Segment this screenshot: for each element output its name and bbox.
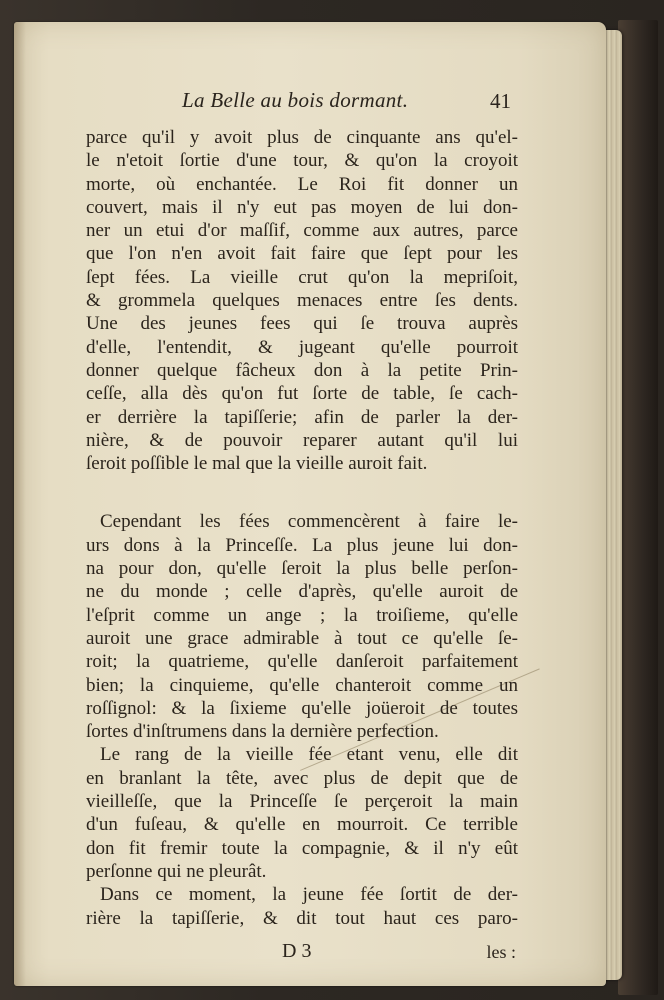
text-line: d'un fuſeau, & qu'elle en mourroit. Ce terrible <box>86 814 518 836</box>
body-text <box>86 126 518 930</box>
text-line: ner un etui d'or maſſif, comme aux autres, parce <box>86 220 518 242</box>
text-line: Une des jeunes fees qui ſe trouva auprès <box>86 313 518 335</box>
text-line: auroit une grace admirable à tout ce qu'elle ſe- <box>86 627 518 649</box>
text-line: vieilleſſe, que la Princeſſe ſe perçeroit la main <box>86 791 518 813</box>
text-line: Cependant les fées commencèrent à faire le- <box>100 511 518 533</box>
gutter-shadow <box>14 22 26 986</box>
text-line: morte, où enchantée. Le Roi fit donner un <box>86 173 518 195</box>
page-number: 41 <box>490 89 511 113</box>
text-line: d'elle, l'entendit, & jugeant qu'elle pourroit <box>86 336 518 358</box>
text-line: ne du monde ; celle d'après, qu'elle auroit de <box>86 581 518 603</box>
text-line: parce qu'il y avoit plus de cinquante ans qu'el- <box>86 127 518 148</box>
text-line: er derrière la tapiſſerie; afin de parler la der- <box>86 406 518 428</box>
text-line: l'eſprit comme un ange ; la troiſieme, qu'elle <box>86 604 518 626</box>
text-line: bien; la cinquieme, qu'elle chanteroit comme un <box>86 674 518 696</box>
text-line: ſeroit poſſible le mal que la vieille auroit fait. <box>86 453 428 475</box>
text-line: don fit fremir toute la compagnie, & il n'y eût <box>86 837 518 859</box>
text-line: que l'on n'en avoit fait faire que ſept pour les <box>86 243 518 265</box>
text-line: nière, & de pouvoir reparer autant qu'il lui <box>86 429 518 451</box>
paragraph-gap <box>86 475 518 510</box>
text-line: le n'etoit ſortie d'une tour, & qu'on la croyoit <box>86 150 518 172</box>
text-line: Le rang de la vieille fée etant venu, elle dit <box>100 744 518 766</box>
signature-mark: D 3 <box>282 940 312 962</box>
paragraph <box>86 510 518 743</box>
text-line: & grommela quelques menaces entre ſes dents. <box>86 290 518 312</box>
text-line: roſſignol: & la ſixieme qu'elle joüeroit de toutes <box>86 697 518 719</box>
text-line: ſortes d'inſtrumens dans la dernière perfection. <box>86 721 439 743</box>
paragraph <box>86 883 518 930</box>
text-line: na pour don, qu'elle ſeroit la plus belle perſon- <box>86 558 518 580</box>
catchword: les : <box>486 942 516 962</box>
text-line: Dans ce moment, la jeune fée ſortit de der- <box>100 884 518 906</box>
page-footer <box>86 940 518 966</box>
paragraph-container <box>86 126 518 930</box>
text-line: ceſſe, alla dès qu'on fut ſorte de table, ſe cach- <box>86 383 518 405</box>
text-line: roit; la quatrieme, qu'elle danſeroit parfaitement <box>86 651 518 673</box>
book-cover-edge <box>618 20 658 995</box>
running-head <box>80 86 522 116</box>
text-line: rière la tapiſſerie, & dit tout haut ces paro- <box>86 907 518 929</box>
text-line: en branlant la tête, avec plus de depit que de <box>86 767 518 789</box>
running-head-title: La Belle au bois dormant. <box>182 88 409 112</box>
text-line: urs dons à la Princeſſe. La plus jeune lui don- <box>86 534 518 556</box>
paragraph <box>86 743 518 883</box>
text-line: ſept fées. La vieille crut qu'on la mepriſoit, <box>86 266 518 288</box>
text-line: couvert, mais il n'y eut pas moyen de lui don- <box>86 196 518 218</box>
paragraph <box>86 126 518 475</box>
text-line: perſonne qui ne pleurât. <box>86 860 267 882</box>
text-line: donner quelque fâcheux don à la petite Prin- <box>86 359 518 381</box>
